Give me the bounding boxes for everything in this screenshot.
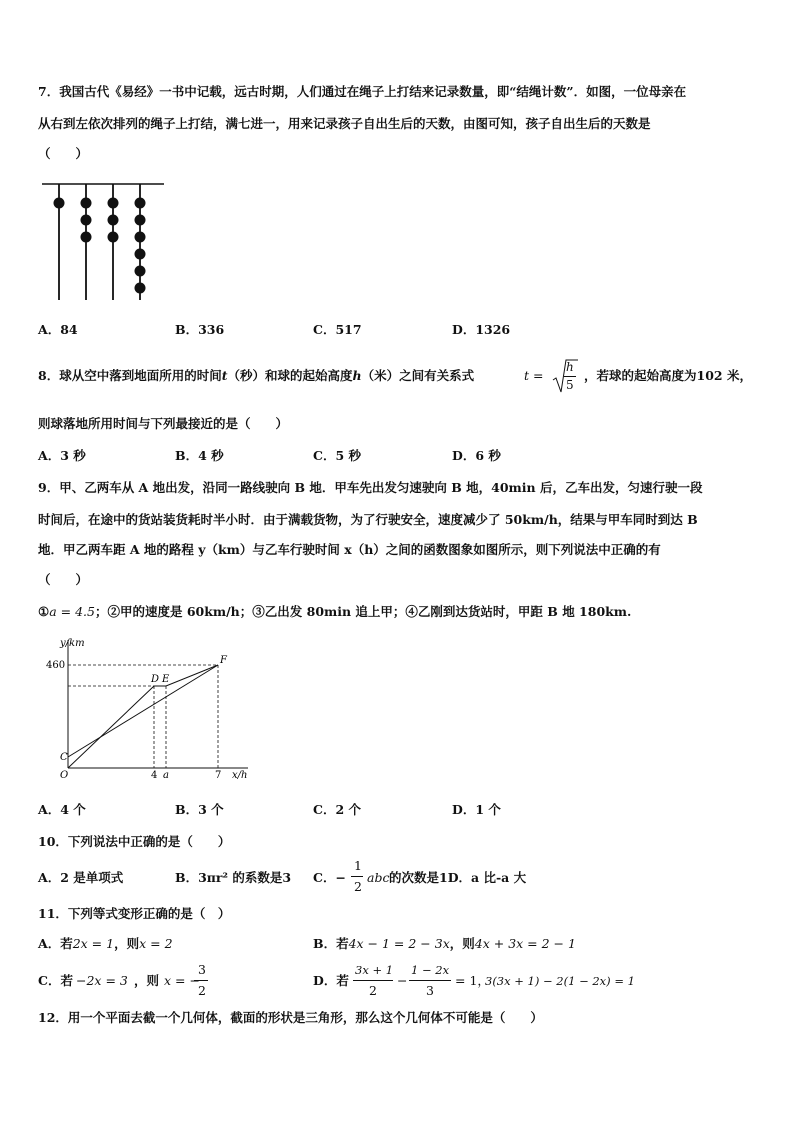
knot [135, 232, 146, 243]
q11-a-pre: A．若 [38, 936, 73, 951]
xlabel: x/h [232, 770, 248, 781]
q7-paren: （ ） [38, 146, 89, 161]
q11-b-eq: 4x − 1 = 2 − 3x [348, 936, 450, 951]
q11-d-frac-bar-1 [353, 980, 393, 981]
q10-c-prefix: C．− [313, 870, 346, 885]
q9-option-b[interactable]: B．3 个 [175, 802, 224, 817]
label-O: O [60, 770, 69, 781]
q11-d-eq: = 1， [455, 973, 490, 988]
knot [135, 283, 146, 294]
q11-b-mid: ，则 [449, 936, 475, 951]
q9-stmt-1-math: a = 4.5 [49, 604, 95, 619]
label-D: D [151, 674, 160, 685]
q11-c-pre: C．若 [38, 973, 73, 988]
q11-a-mid: ，则 [114, 936, 140, 951]
q8-var-t: t [221, 368, 228, 383]
tick-a: a [163, 770, 169, 781]
q11-b-pre: B．若 [313, 936, 349, 951]
q9-statements [38, 604, 631, 620]
q11-stem: 11．下列等式变形正确的是（ ） [38, 906, 231, 921]
q10-c-abc: abc [367, 870, 390, 885]
q8-frac-bar [564, 376, 576, 377]
q11-option-b[interactable] [313, 936, 576, 952]
q10-option-b[interactable]: B．3πr² 的系数是3 [175, 870, 292, 885]
knot [108, 198, 119, 209]
q12-stem: 12．用一个平面去截一个几何体，截面的形状是三角形，那么这个几何体不可能是（ ） [38, 1010, 543, 1025]
q11-d-d2: 3 [426, 983, 434, 998]
knot [108, 215, 119, 226]
knot [135, 198, 146, 209]
q10-c-num: 1 [354, 858, 362, 873]
q11-d-pre: D．若 [313, 973, 349, 988]
line-jia [68, 665, 218, 757]
q11-d-n2: 1 − 2x [411, 963, 450, 977]
q8-var-h: h [352, 368, 362, 383]
q8-formula-h: h [566, 360, 574, 374]
q7-option-d[interactable]: D．1326 [452, 322, 511, 337]
knot-rope-figure [40, 178, 166, 304]
label-C: C [60, 752, 68, 763]
q9-option-c[interactable]: C．2 个 [313, 802, 361, 817]
distance-time-graph [38, 632, 256, 782]
q9-option-a[interactable]: A．4 个 [38, 802, 86, 817]
q8-option-b[interactable]: B．4 秒 [175, 448, 224, 463]
q11-a-eq: 2x = 1 [72, 936, 115, 951]
q9-option-d[interactable]: D．1 个 [452, 802, 501, 817]
q10-option-a[interactable]: A．2 是单项式 [38, 870, 124, 885]
q11-c-eq: −2x = 3 [76, 973, 128, 988]
q10-c-post: 的次数是1D．a 比-a 大 [389, 870, 527, 885]
q9-text-line3: 地．甲乙两车距 A 地的路程 y（km）与乙车行驶时间 x（h）之间的函数图象如图所示，则下列说法中正确的有 [38, 542, 661, 557]
knot [135, 266, 146, 277]
q9-stmt-1-mark: ① [38, 604, 50, 619]
q8-text-a: 8．球从空中落到地面所用的时间 [38, 368, 222, 383]
q8-formula-5: 5 [566, 378, 574, 392]
line-yi [68, 665, 218, 768]
q11-d-d1: 2 [369, 983, 377, 998]
knot [54, 198, 65, 209]
q11-option-a[interactable] [38, 936, 173, 952]
q11-c-mid: ，则 [134, 973, 160, 988]
q11-c-num: 3 [198, 962, 206, 977]
q11-option-c[interactable] [38, 962, 298, 1002]
q8-text-c: ，若球的起始高度为102 米， [584, 368, 752, 383]
q9-paren: （ ） [38, 572, 89, 587]
q11-c-frac-bar [194, 980, 208, 981]
tick-7: 7 [215, 770, 222, 781]
q11-a-res: x = 2 [139, 936, 173, 951]
q8-option-c[interactable]: C．5 秒 [313, 448, 361, 463]
q8-option-a[interactable]: A．3 秒 [38, 448, 86, 463]
q8-text-b: （米）之间有关系式 [361, 368, 475, 383]
tick-4: 4 [151, 770, 158, 781]
q7-text-line2: 从右到左依次排列的绳子上打结，满七进一，用来记录孩子自出生后的天数，由图可知，孩子自出生后的天数是 [38, 116, 651, 131]
label-E: E [162, 674, 170, 685]
q8-text-sec: （秒）和球的起始高度 [227, 368, 353, 383]
tick-460: 460 [46, 660, 66, 671]
q11-d-minus: − [397, 973, 408, 988]
q8-text-line2: 则球落地所用时间与下列最接近的是（ ） [38, 416, 289, 431]
knot [81, 232, 92, 243]
q7-option-b[interactable]: B．336 [175, 322, 225, 337]
q11-d-n1: 3x + 1 [355, 963, 394, 977]
knot [135, 249, 146, 260]
q9-stmt-rest: ；②甲的速度是 60km/h；③乙出发 80min 追上甲；④乙刚到达货站时，甲距 B 地 180km. [94, 604, 632, 619]
knot [81, 198, 92, 209]
knot [81, 215, 92, 226]
q11-b-res: 4x + 3x = 2 − 1 [474, 936, 576, 951]
q11-d-frac-bar-2 [409, 980, 451, 981]
ropes [54, 184, 146, 300]
ylabel: y/km [60, 638, 85, 649]
knot [108, 232, 119, 243]
q7-text-line1: 7．我国古代《易经》一书中记载，远古时期，人们通过在绳子上打结来记录数量，即“结绳计数”．如图，一位母亲在 [38, 84, 687, 99]
q11-c-res: x = − [164, 973, 200, 988]
q10-stem: 10．下列说法中正确的是（ ） [38, 834, 231, 849]
knot [135, 215, 146, 226]
q9-text-line2: 时间后，在途中的货站装货耗时半小时．由于满载货物，为了行驶安全，速度减少了 50km/h，结果与甲车同时到达 B [38, 512, 698, 527]
label-F: F [220, 655, 227, 666]
q8-option-d[interactable]: D．6 秒 [452, 448, 501, 463]
q10-c-den: 2 [354, 879, 362, 894]
q11-c-den: 2 [198, 983, 206, 998]
q8-text-line1 [38, 368, 474, 384]
q10-c-frac-bar [351, 876, 363, 877]
q9-text-line1: 9．甲、乙两车从 A 地出发，沿同一路线驶向 B 地．甲车先出发匀速驶向 B 地，40min 后，乙车出发，匀速行驶一段 [38, 480, 703, 495]
q11-d-res: 3(3x + 1) − 2(1 − 2x) = 1 [485, 974, 635, 988]
q8-formula-t: t = [524, 368, 544, 383]
q7-option-a[interactable]: A．84 [38, 322, 78, 337]
q11-option-d[interactable] [313, 962, 633, 1002]
q7-option-c[interactable]: C．517 [313, 322, 362, 337]
